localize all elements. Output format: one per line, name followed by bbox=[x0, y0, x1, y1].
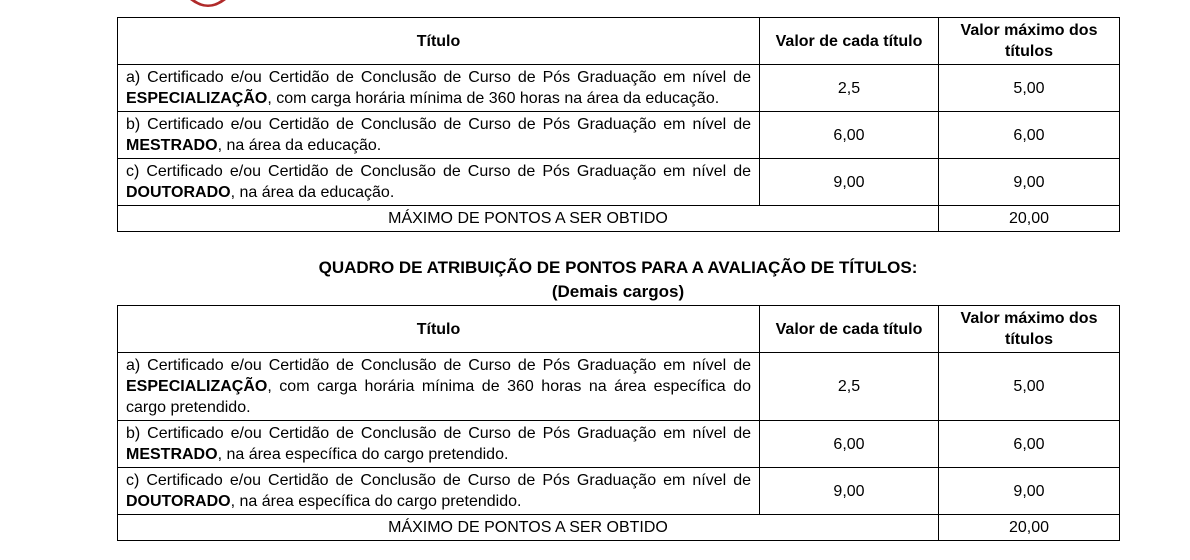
row-description: c) Certificado e/ou Certidão de Conclusão de Curso de Pós Graduação em nível de DOUTORADO, na área da educação. bbox=[118, 159, 760, 206]
header-valor-cada: Valor de cada título bbox=[760, 306, 939, 353]
row-description: a) Certificado e/ou Certidão de Conclusão de Curso de Pós Graduação em nível de ESPECIALIZAÇÃO, com carga horária mínima de 360 horas na área específica do cargo pretendido. bbox=[118, 353, 760, 421]
score-table-educacao bbox=[117, 17, 1120, 232]
table-row bbox=[118, 421, 1120, 468]
table-row bbox=[118, 159, 1120, 206]
table-total-row bbox=[118, 515, 1120, 541]
header-valor-maximo: Valor máximo dos títulos bbox=[939, 306, 1120, 353]
row-valor-maximo: 5,00 bbox=[939, 65, 1120, 112]
row-valor-maximo: 9,00 bbox=[939, 159, 1120, 206]
table-row bbox=[118, 112, 1120, 159]
table-header-row bbox=[118, 18, 1120, 65]
row-valor-cada: 2,5 bbox=[760, 353, 939, 421]
row-description: a) Certificado e/ou Certidão de Conclusão de Curso de Pós Graduação em nível de ESPECIALIZAÇÃO, com carga horária mínima de 360 horas na área da educação. bbox=[118, 65, 760, 112]
section-title: QUADRO DE ATRIBUIÇÃO DE PONTOS PARA A AVALIAÇÃO DE TÍTULOS: bbox=[318, 258, 918, 277]
row-valor-maximo: 6,00 bbox=[939, 421, 1120, 468]
score-table-demais-cargos bbox=[117, 305, 1120, 541]
row-description: b) Certificado e/ou Certidão de Conclusão de Curso de Pós Graduação em nível de MESTRADO, na área específica do cargo pretendido. bbox=[118, 421, 760, 468]
total-value: 20,00 bbox=[939, 515, 1120, 541]
row-description: c) Certificado e/ou Certidão de Conclusão de Curso de Pós Graduação em nível de DOUTORADO, na área específica do cargo pretendido. bbox=[118, 468, 760, 515]
row-valor-cada: 6,00 bbox=[760, 112, 939, 159]
row-valor-cada: 9,00 bbox=[760, 468, 939, 515]
row-description: b) Certificado e/ou Certidão de Conclusão de Curso de Pós Graduação em nível de MESTRADO, na área da educação. bbox=[118, 112, 760, 159]
header-titulo: Título bbox=[118, 306, 760, 353]
header-valor-cada: Valor de cada título bbox=[760, 18, 939, 65]
table-header-row bbox=[118, 306, 1120, 353]
row-valor-cada: 2,5 bbox=[760, 65, 939, 112]
row-valor-maximo: 9,00 bbox=[939, 468, 1120, 515]
table-row bbox=[118, 65, 1120, 112]
seal-logo-fragment-icon bbox=[188, 0, 228, 12]
total-value: 20,00 bbox=[939, 206, 1120, 232]
row-valor-cada: 9,00 bbox=[760, 159, 939, 206]
total-label: MÁXIMO DE PONTOS A SER OBTIDO bbox=[118, 206, 939, 232]
header-titulo: Título bbox=[118, 18, 760, 65]
section-subtitle: (Demais cargos) bbox=[551, 282, 685, 301]
table-row bbox=[118, 353, 1120, 421]
header-valor-maximo: Valor máximo dos títulos bbox=[939, 18, 1120, 65]
row-valor-maximo: 5,00 bbox=[939, 353, 1120, 421]
row-valor-cada: 6,00 bbox=[760, 421, 939, 468]
table-total-row bbox=[118, 206, 1120, 232]
row-valor-maximo: 6,00 bbox=[939, 112, 1120, 159]
table-row bbox=[118, 468, 1120, 515]
total-label: MÁXIMO DE PONTOS A SER OBTIDO bbox=[118, 515, 939, 541]
